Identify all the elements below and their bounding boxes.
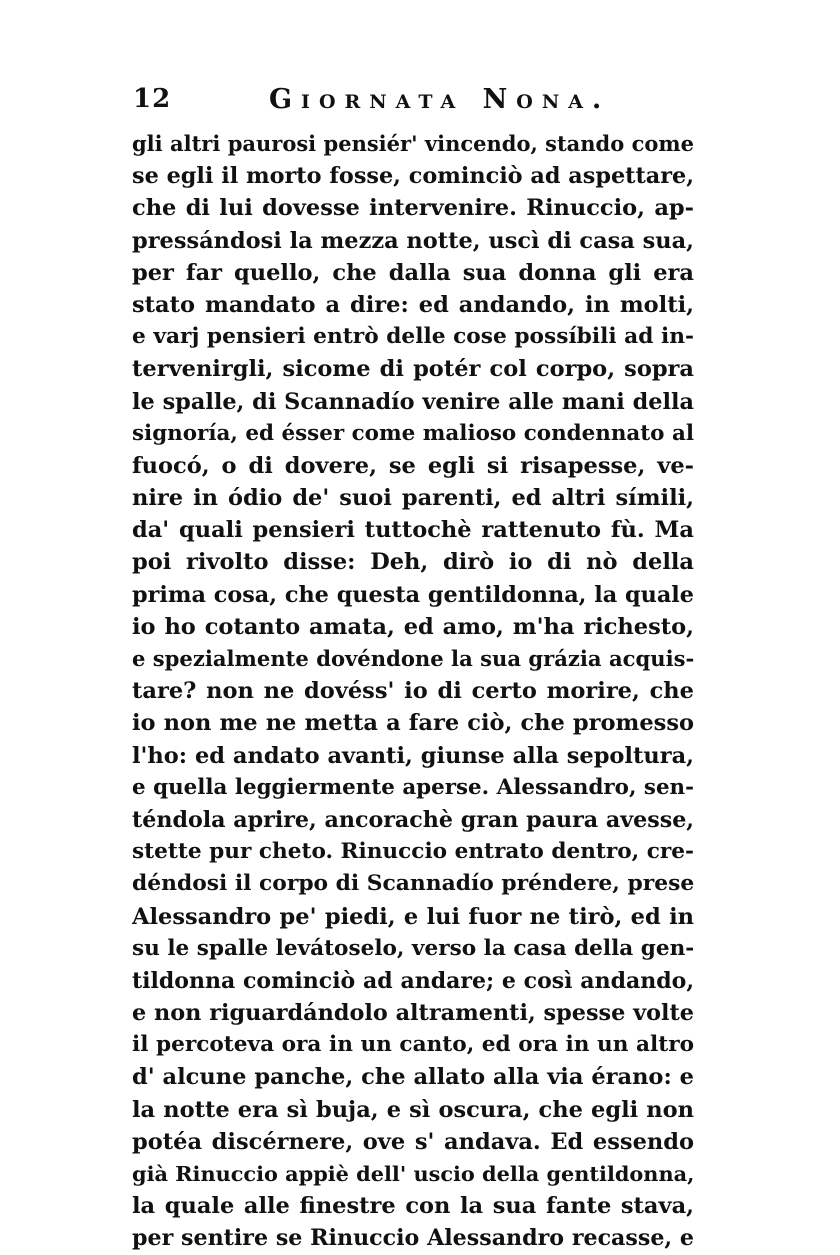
text-line: pressándosi la mezza notte, uscì di casa sua,: [132, 227, 694, 254]
text-line: e quella leggiermente aperse. Alessandro, sen-: [132, 774, 694, 800]
text-line: gli altri paurosi pensiér' vincendo, stando come: [132, 131, 694, 156]
page-number: 12: [133, 84, 172, 114]
text-line: e non riguardándolo altramenti, spesse volte: [132, 1000, 694, 1027]
text-line: stato mandato a dire: ed andando, in molti,: [132, 291, 694, 318]
body-text: [132, 128, 694, 1255]
text-line: téndola aprire, ancorachè gran paura avesse,: [132, 806, 694, 833]
text-line: tildonna cominciò ad andare; e così andando,: [132, 967, 694, 994]
text-line: prima cosa, che questa gentildonna, la quale: [132, 581, 694, 608]
text-line: da' quali pensieri tuttochè rattenuto fù. Ma: [132, 517, 694, 544]
text-line: l'ho: ed andato avanti, giunse alla sepoltura,: [132, 742, 694, 769]
page-header: [133, 84, 693, 124]
text-line: fuocó, o di dovere, se egli si risapesse, ve-: [132, 452, 694, 479]
text-line: e varj pensieri entrò delle cose possíbili ad in-: [132, 324, 694, 350]
text-line: signoría, ed ésser come malioso condennato al: [132, 420, 694, 446]
text-line: per far quello, che dalla sua donna gli era: [132, 259, 694, 286]
text-line: io ho cotanto amata, ed amo, m'ha richesto,: [132, 613, 694, 640]
text-line: su le spalle levátoselo, verso la casa della gen-: [132, 935, 694, 961]
text-line: io non me ne metta a fare ciò, che promesso: [132, 710, 694, 737]
text-line: se egli il morto fosse, cominciò ad aspettare,: [132, 163, 694, 190]
text-line: tare? non ne dovéss' io di certo morire, che: [132, 678, 694, 705]
text-line: la notte era sì buja, e sì oscura, che egli non: [132, 1096, 694, 1123]
running-title: Giornata Nona.: [269, 84, 611, 115]
text-line: nire in ódio de' suoi parenti, ed altri símili,: [132, 485, 694, 512]
text-line: Alessandro pe' piedi, e lui fuor ne tirò, ed in: [132, 903, 694, 930]
text-line: per sentire se Rinuccio Alessandro recasse, e: [132, 1225, 694, 1252]
text-line: la quale alle finestre con la sua fante stava,: [132, 1193, 694, 1220]
text-line: le spalle, di Scannadío venire alle mani della: [132, 388, 694, 415]
text-line: poi rivolto disse: Deh, dirò io di nò della: [132, 549, 694, 576]
text-line: tervenirgli, sicome di potér col corpo, sopra: [132, 356, 694, 383]
text-line: potéa discérnere, ove s' andava. Ed essendo: [132, 1128, 694, 1155]
text-line: stette pur cheto. Rinuccio entrato dentro, cre-: [132, 839, 694, 865]
text-line: il percoteva ora in un canto, ed ora in un altro: [132, 1032, 694, 1058]
text-line: d' alcune panche, che allato alla via érano: e: [132, 1064, 694, 1091]
text-line: déndosi il corpo di Scannadío préndere, prese: [132, 871, 694, 897]
text-line: già Rinuccio appiè dell' uscio della gentildonna,: [132, 1161, 694, 1186]
text-line: e spezialmente dovéndone la sua grázia acquis-: [132, 646, 694, 671]
text-line: che di lui dovesse intervenire. Rinuccio, ap-: [132, 195, 694, 222]
